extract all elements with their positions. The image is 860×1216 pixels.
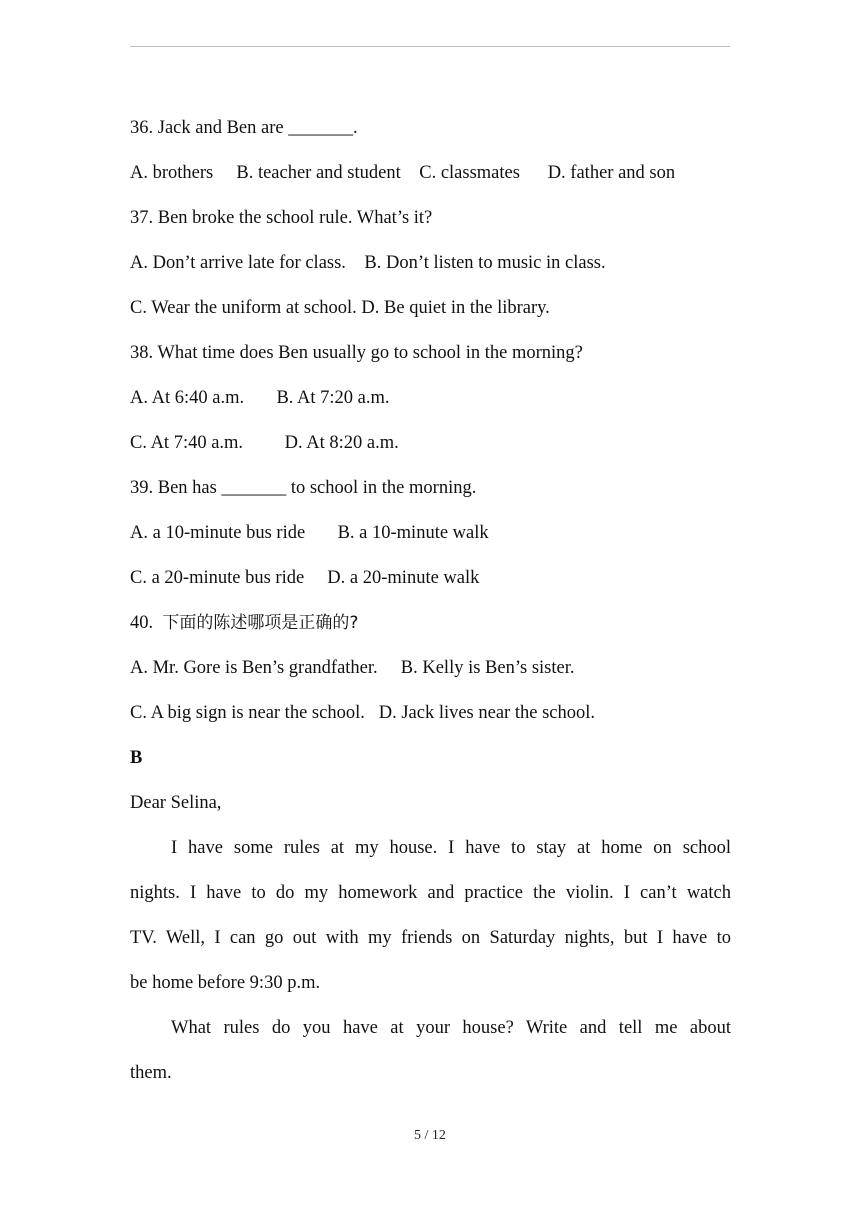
letter-paragraph-1-line-3: TV. Well, I can go out with my friends on Saturday nights, but I have to bbox=[130, 928, 731, 948]
letter-paragraph-1-line-2: nights. I have to do my homework and practice the violin. I can’t watch bbox=[130, 883, 731, 903]
question-37: 37. Ben broke the school rule. What’s it? bbox=[130, 208, 433, 228]
header-rule bbox=[130, 46, 730, 47]
question-37-options-row-2: C. Wear the uniform at school. D. Be quiet in the library. bbox=[130, 298, 550, 318]
question-40 bbox=[130, 611, 358, 635]
question-40-number: 40. bbox=[130, 613, 154, 633]
letter-greeting: Dear Selina, bbox=[130, 793, 222, 813]
letter-paragraph-1-line-4: be home before 9:30 p.m. bbox=[130, 973, 321, 993]
question-39: 39. Ben has _______ to school in the morning. bbox=[130, 478, 477, 498]
question-40-options-row-2: C. A big sign is near the school. D. Jack lives near the school. bbox=[130, 703, 595, 723]
question-37-options-row-1: A. Don’t arrive late for class. B. Don’t listen to music in class. bbox=[130, 253, 606, 273]
question-40-text: 下面的陈述哪项是正确的? bbox=[162, 613, 359, 633]
question-38: 38. What time does Ben usually go to school in the morning? bbox=[130, 343, 583, 363]
question-39-options-row-1: A. a 10‑minute bus ride B. a 10‑minute walk bbox=[130, 523, 489, 543]
question-38-options-row-1: A. At 6:40 a.m. B. At 7:20 a.m. bbox=[130, 388, 390, 408]
question-40-options-row-1: A. Mr. Gore is Ben’s grandfather. B. Kelly is Ben’s sister. bbox=[130, 658, 575, 678]
page-number: 5 / 12 bbox=[414, 1128, 446, 1143]
letter-paragraph-1-line-1: I have some rules at my house. I have to stay at home on school bbox=[171, 838, 731, 858]
letter-paragraph-2-line-2: them. bbox=[130, 1063, 172, 1083]
letter-paragraph-2-line-1: What rules do you have at your house? Write and tell me about bbox=[171, 1018, 731, 1038]
section-b-heading: B bbox=[130, 748, 143, 768]
question-36-options: A. brothers B. teacher and student C. classmates D. father and son bbox=[130, 163, 676, 183]
question-38-options-row-2: C. At 7:40 a.m. D. At 8:20 a.m. bbox=[130, 433, 399, 453]
question-39-options-row-2: C. a 20‑minute bus ride D. a 20‑minute walk bbox=[130, 568, 480, 588]
question-36: 36. Jack and Ben are _______. bbox=[130, 118, 358, 138]
